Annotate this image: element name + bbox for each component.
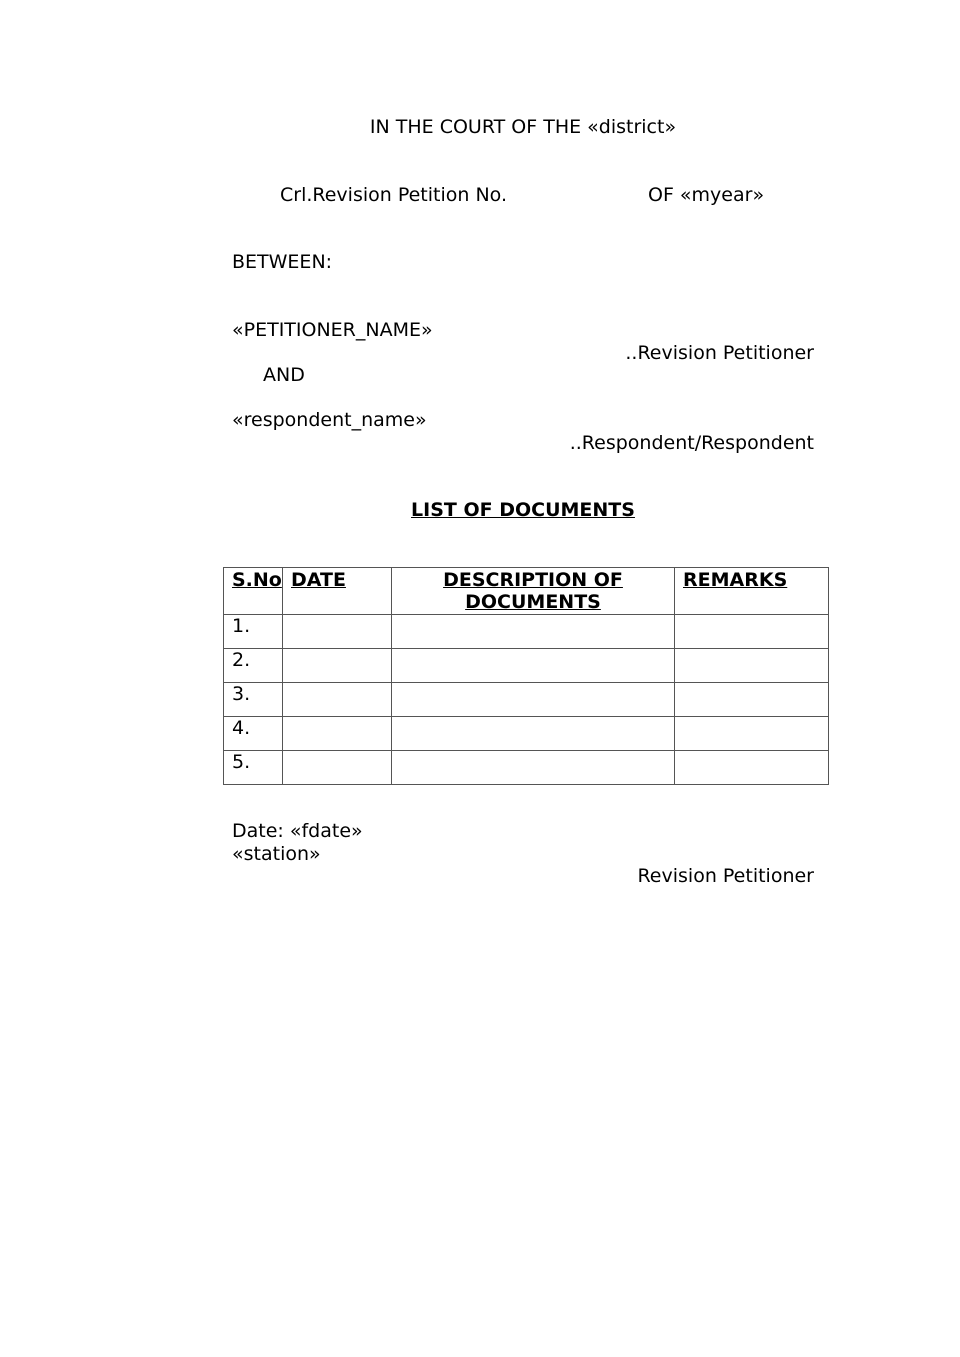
documents-table [223,567,829,785]
date-cell [283,717,392,751]
header-remarks: REMARKS [675,568,829,615]
date-cell [283,683,392,717]
petitioner-role: ..Revision Petitioner [625,342,814,364]
date-cell [283,751,392,785]
court-heading: IN THE COURT OF THE «district» [369,116,677,138]
date-cell [283,615,392,649]
table-row [224,717,829,751]
table-row [224,615,829,649]
remarks-cell [675,751,829,785]
respondent-role: ..Respondent/Respondent [569,432,814,454]
station-line: «station» [232,843,321,865]
between-label: BETWEEN: [232,251,333,273]
serial-cell: 1. [224,615,283,649]
header-serial-no: S.No [224,568,283,615]
description-cell [392,649,675,683]
serial-cell: 5. [224,751,283,785]
petition-year: OF «myear» [648,184,765,206]
table-row [224,649,829,683]
serial-cell: 4. [224,717,283,751]
table-header-row [224,568,829,615]
petition-number-label: Crl.Revision Petition No. [280,184,508,206]
petitioner-name: «PETITIONER_NAME» [232,319,433,341]
description-cell [392,751,675,785]
and-label: AND [263,364,305,386]
remarks-cell [675,683,829,717]
serial-cell: 3. [224,683,283,717]
header-date: DATE [283,568,392,615]
signatory: Revision Petitioner [637,865,814,887]
date-cell [283,649,392,683]
table-row [224,751,829,785]
description-cell [392,683,675,717]
table-row [224,683,829,717]
remarks-cell [675,717,829,751]
remarks-cell [675,649,829,683]
header-description: DESCRIPTION OF DOCUMENTS [392,568,675,615]
respondent-name: «respondent_name» [232,409,427,431]
list-title: LIST OF DOCUMENTS [411,499,635,521]
remarks-cell [675,615,829,649]
serial-cell: 2. [224,649,283,683]
date-line: Date: «fdate» [232,820,363,842]
description-cell [392,717,675,751]
description-cell [392,615,675,649]
